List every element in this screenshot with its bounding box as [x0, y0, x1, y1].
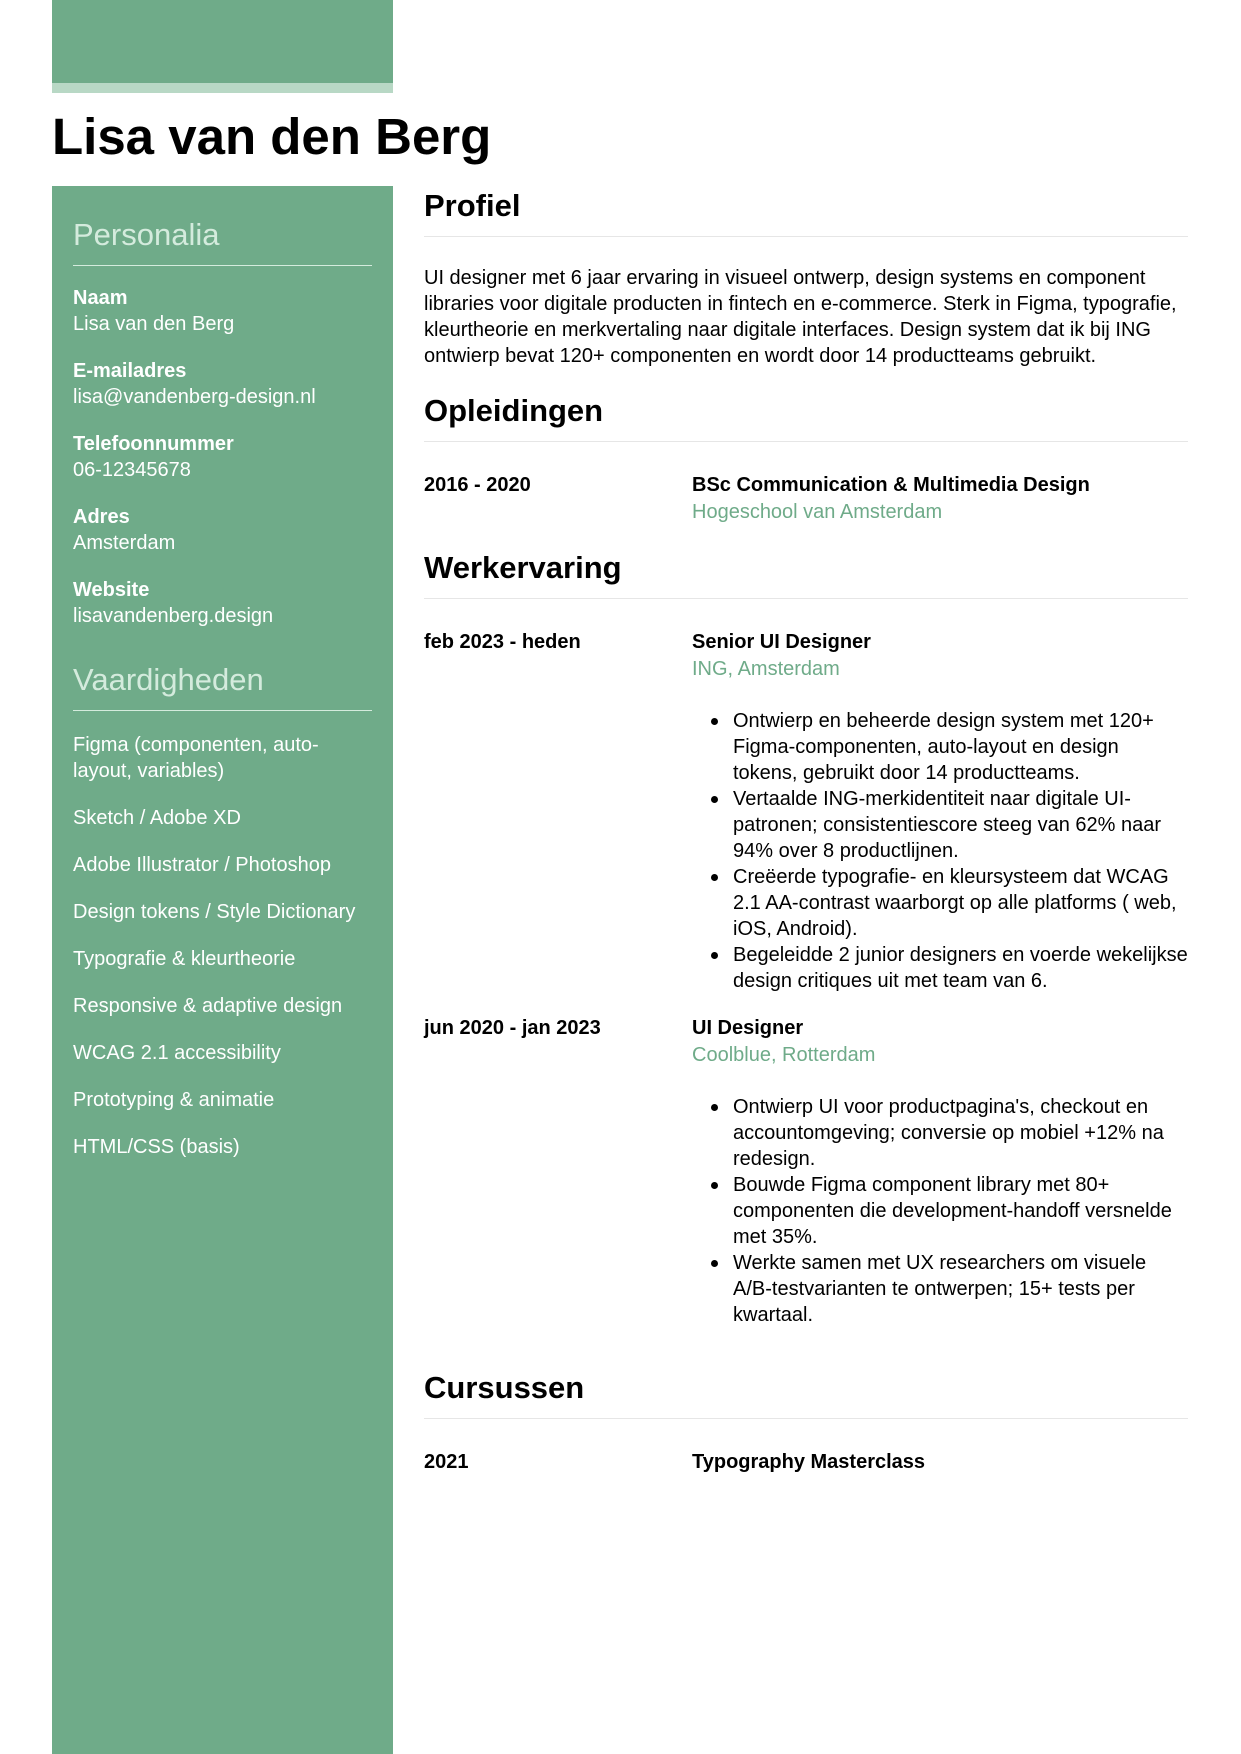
- experience-section: [424, 548, 1188, 1328]
- entry-title: UI Designer: [692, 1017, 804, 1039]
- main-content: [424, 186, 1188, 1476]
- bullet-list: [692, 708, 1188, 994]
- education-heading: Opleidingen: [424, 391, 1188, 442]
- experience-heading: Werkervaring: [424, 548, 1188, 599]
- skill-item: Prototyping & animatie: [73, 1089, 275, 1111]
- personalia-value: Lisa van den Berg: [73, 313, 235, 335]
- education-entry: [424, 472, 1188, 526]
- bullet-item: Ontwierp UI voor productpagina's, checkout en accountomgeving; conversie op mobiel +12% na redesign.: [733, 1094, 1188, 1172]
- personalia-label: Website: [73, 579, 150, 601]
- personalia-label: Telefoonnummer: [73, 433, 234, 455]
- personalia-value: lisa@vandenberg-design.nl: [73, 386, 316, 408]
- bullet-item: Creëerde typografie- en kleursysteem dat WCAG 2.1 AA-contrast waarborgt op alle platforms ( web, iOS, Android).: [733, 864, 1188, 942]
- personalia-item-email: [73, 358, 372, 411]
- personalia-list: [73, 285, 372, 630]
- personalia-value: lisavandenberg.design: [73, 605, 274, 627]
- skill-item: Responsive & adaptive design: [73, 995, 343, 1017]
- personalia-value: 06-12345678: [73, 459, 191, 481]
- skills-list: [73, 732, 372, 1160]
- entry-employer: ING, Amsterdam: [692, 658, 840, 680]
- personalia-heading: Personalia: [73, 215, 372, 266]
- education-section: [424, 391, 1188, 526]
- bullet-list: [692, 1094, 1188, 1328]
- skills-heading: Vaardigheden: [73, 660, 372, 711]
- personalia-item-website: [73, 577, 372, 630]
- entry-body: [692, 629, 1188, 994]
- entry-title: Typography Masterclass: [692, 1451, 926, 1473]
- skill-item: HTML/CSS (basis): [73, 1136, 240, 1158]
- skill-item: Figma (componenten, auto-layout, variables): [73, 734, 319, 782]
- entry-title: BSc Communication & Multimedia Design: [692, 474, 1090, 496]
- experience-entry: [424, 629, 1188, 994]
- courses-section: [424, 1368, 1188, 1476]
- skill-item: Adobe Illustrator / Photoshop: [73, 854, 331, 876]
- entry-body: [692, 472, 1188, 526]
- skill-item: Sketch / Adobe XD: [73, 807, 241, 829]
- bullet-item: Bouwde Figma component library met 80+ componenten die development-handoff versnelde met 35%.: [733, 1172, 1188, 1250]
- skill-item: Design tokens / Style Dictionary: [73, 901, 356, 923]
- personalia-label: Adres: [73, 506, 130, 528]
- personalia-value: Amsterdam: [73, 532, 176, 554]
- courses-heading: Cursussen: [424, 1368, 1188, 1419]
- entry-body: [692, 1015, 1188, 1328]
- bullet-item: Begeleidde 2 junior designers en voerde wekelijkse design critiques uit met team van 6.: [733, 944, 1188, 992]
- entry-body: [692, 1449, 1188, 1476]
- entry-date: 2021: [424, 1451, 469, 1473]
- entry-date: jun 2020 - jan 2023: [424, 1017, 601, 1039]
- entry-institution: Hogeschool van Amsterdam: [692, 501, 943, 523]
- profile-section: [424, 186, 1188, 369]
- bullet-item: Vertaalde ING-merkidentiteit naar digitale UI-patronen; consistentiescore steeg van 62% naar 94% over 8 productlijnen.: [733, 786, 1188, 864]
- personalia-label: E-mailadres: [73, 360, 187, 382]
- sidebar: [52, 186, 393, 1754]
- profile-heading: Profiel: [424, 186, 1188, 237]
- personalia-label: Naam: [73, 287, 128, 309]
- skill-item: WCAG 2.1 accessibility: [73, 1042, 281, 1064]
- bullet-item: Ontwierp en beheerde design system met 120+ Figma-componenten, auto-layout en design tokens, gebruikt door 14 productteams.: [733, 708, 1188, 786]
- bullet-item: Werkte samen met UX researchers om visuele A/B-testvarianten te ontwerpen; 15+ tests per kwartaal.: [733, 1250, 1188, 1328]
- entry-employer: Coolblue, Rotterdam: [692, 1044, 876, 1066]
- entry-title: Senior UI Designer: [692, 631, 871, 653]
- header-accent-strip: [52, 83, 393, 93]
- experience-entry: [424, 1015, 1188, 1328]
- personalia-item-name: [73, 285, 372, 338]
- profile-text: UI designer met 6 jaar ervaring in visueel ontwerp, design systems en component libraries voor digitale producten in fintech en e-commerce. Sterk in Figma, typografie, kleurtheorie en merkvertaling naar digitale interfaces. Design system dat ik bij ING ontwierp bevat 120+ componenten en wordt door 14 productteams gebruikt.: [424, 267, 1177, 367]
- entry-date: feb 2023 - heden: [424, 631, 581, 653]
- entry-date: 2016 - 2020: [424, 474, 531, 496]
- course-entry: [424, 1449, 1188, 1476]
- skill-item: Typografie & kleurtheorie: [73, 948, 296, 970]
- header-accent-block: [52, 0, 393, 83]
- personalia-item-phone: [73, 431, 372, 484]
- candidate-name: Lisa van den Berg: [52, 108, 492, 165]
- personalia-item-address: [73, 504, 372, 557]
